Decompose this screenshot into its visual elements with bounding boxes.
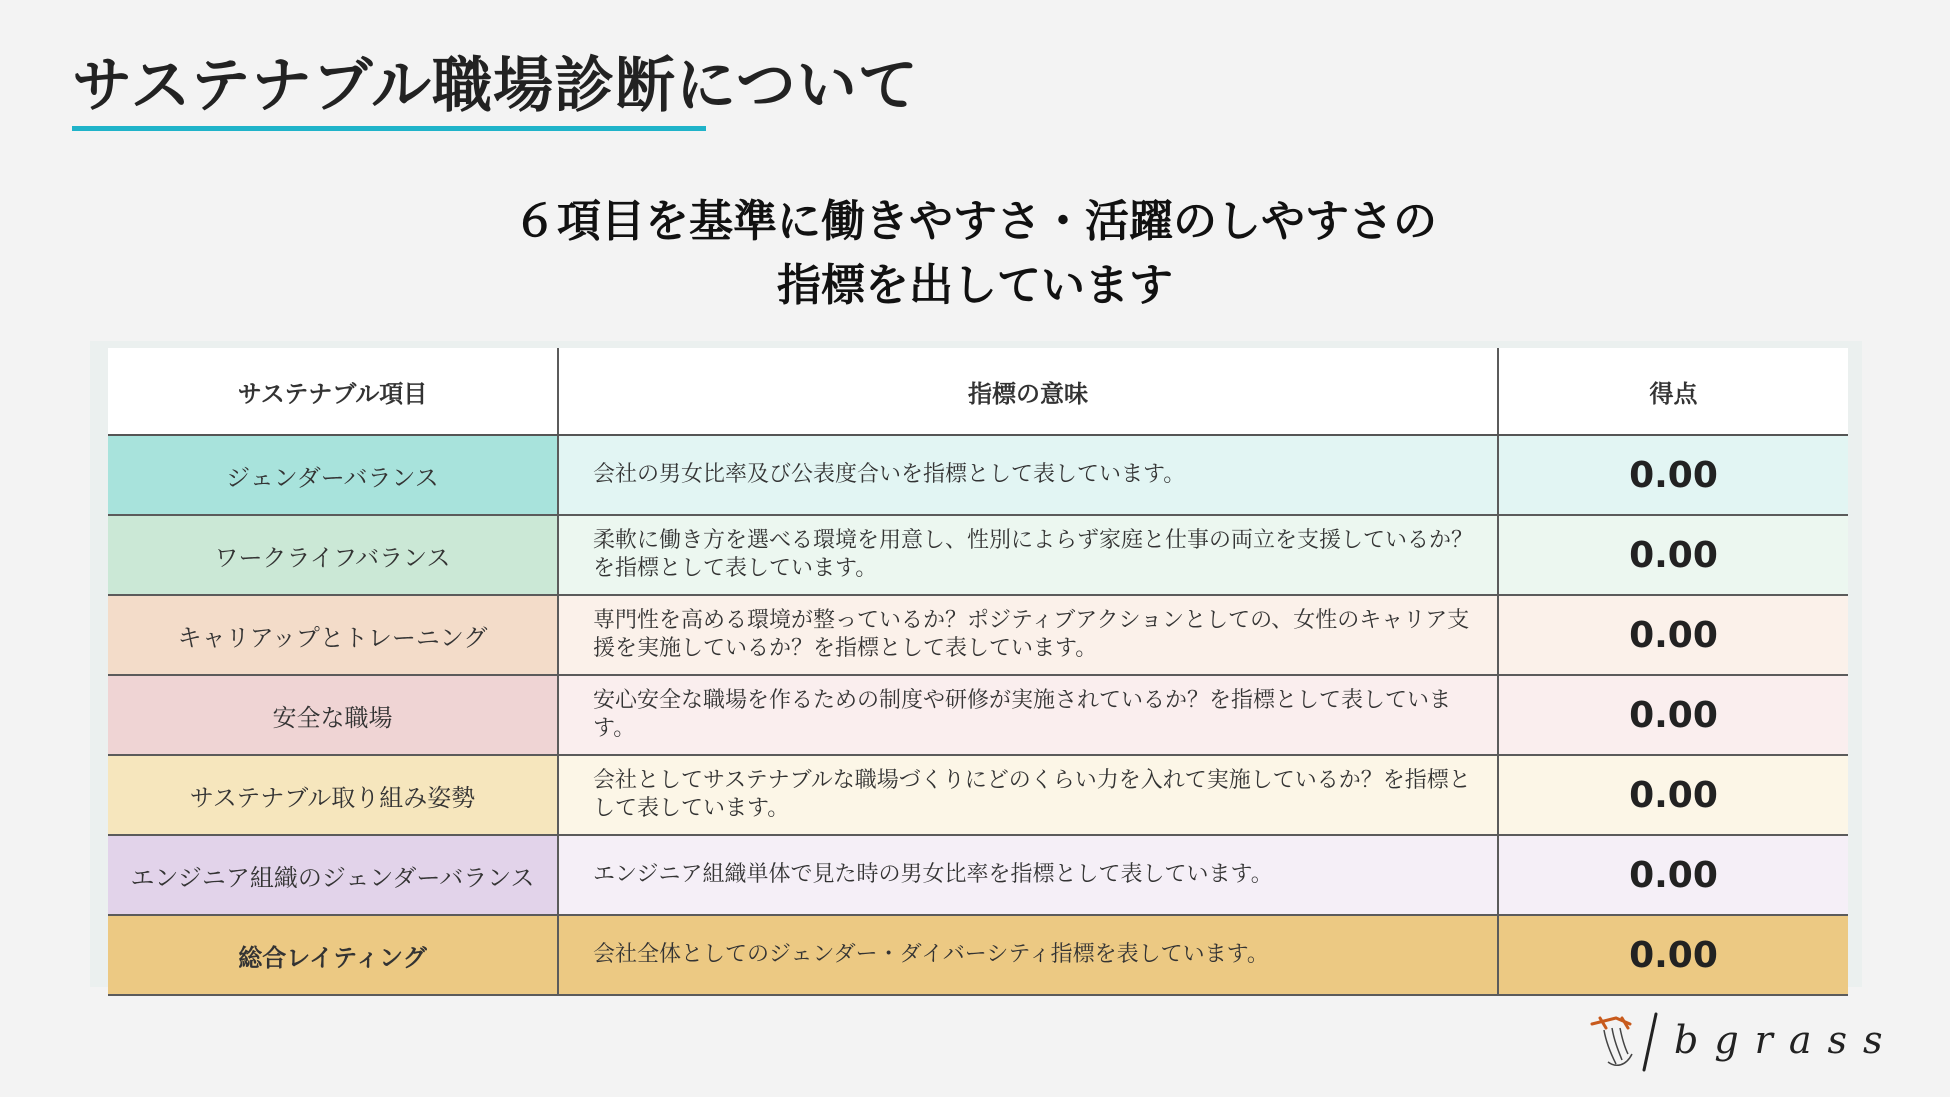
item-cell: キャリアップとトレーニング <box>108 595 558 675</box>
table-row-total <box>108 915 1848 995</box>
score-cell: 0.00 <box>1498 755 1848 835</box>
sustainability-table <box>108 348 1848 996</box>
meaning-cell: 会社全体としてのジェンダー・ダイバーシティ指標を表しています。 <box>558 915 1498 995</box>
table-header-row <box>108 348 1848 435</box>
score-cell: 0.00 <box>1498 595 1848 675</box>
item-cell: ジェンダーバランス <box>108 435 558 515</box>
subtitle-line-1: ６項目を基準に働きやすさ・活躍のしやすさの <box>513 196 1437 247</box>
hand-leaf-logo-icon <box>1586 1010 1672 1074</box>
logo-text: bgrass <box>1674 1018 1899 1062</box>
score-cell: 0.00 <box>1498 435 1848 515</box>
title-underline <box>72 126 706 131</box>
subtitle-line-2: 指標を出しています <box>777 260 1173 311</box>
meaning-cell: 専門性を高める環境が整っているか？ポジティブアクションとしての、女性のキャリア支援を実施しているか？を指標として表しています。 <box>558 595 1498 675</box>
column-header-score: 得点 <box>1498 348 1848 435</box>
table-row <box>108 435 1848 515</box>
column-header-meaning: 指標の意味 <box>558 348 1498 435</box>
meaning-cell: 安心安全な職場を作るための制度や研修が実施されているか？を指標として表しています。 <box>558 675 1498 755</box>
table-row <box>108 595 1848 675</box>
page-title: サステナブル職場診断について <box>72 51 919 121</box>
table-row <box>108 755 1848 835</box>
table-row <box>108 675 1848 755</box>
meaning-cell: 会社の男女比率及び公表度合いを指標として表しています。 <box>558 435 1498 515</box>
column-header-item: サステナブル項目 <box>108 348 558 435</box>
item-cell: ワークライフバランス <box>108 515 558 595</box>
item-cell: 安全な職場 <box>108 675 558 755</box>
table-row <box>108 515 1848 595</box>
score-cell: 0.00 <box>1498 835 1848 915</box>
brand-logo <box>1586 1010 1899 1080</box>
subtitle <box>0 190 1950 318</box>
score-cell: 0.00 <box>1498 515 1848 595</box>
table-row <box>108 835 1848 915</box>
meaning-cell: エンジニア組織単体で見た時の男女比率を指標として表しています。 <box>558 835 1498 915</box>
meaning-cell: 柔軟に働き方を選べる環境を用意し、性別によらず家庭と仕事の両立を支援しているか？を指標として表しています。 <box>558 515 1498 595</box>
item-cell: サステナブル取り組み姿勢 <box>108 755 558 835</box>
score-cell: 0.00 <box>1498 915 1848 995</box>
score-cell: 0.00 <box>1498 675 1848 755</box>
item-cell: 総合レイティング <box>108 915 558 995</box>
item-cell: エンジニア組織のジェンダーバランス <box>108 835 558 915</box>
meaning-cell: 会社としてサステナブルな職場づくりにどのくらい力を入れて実施しているか？を指標として表しています。 <box>558 755 1498 835</box>
